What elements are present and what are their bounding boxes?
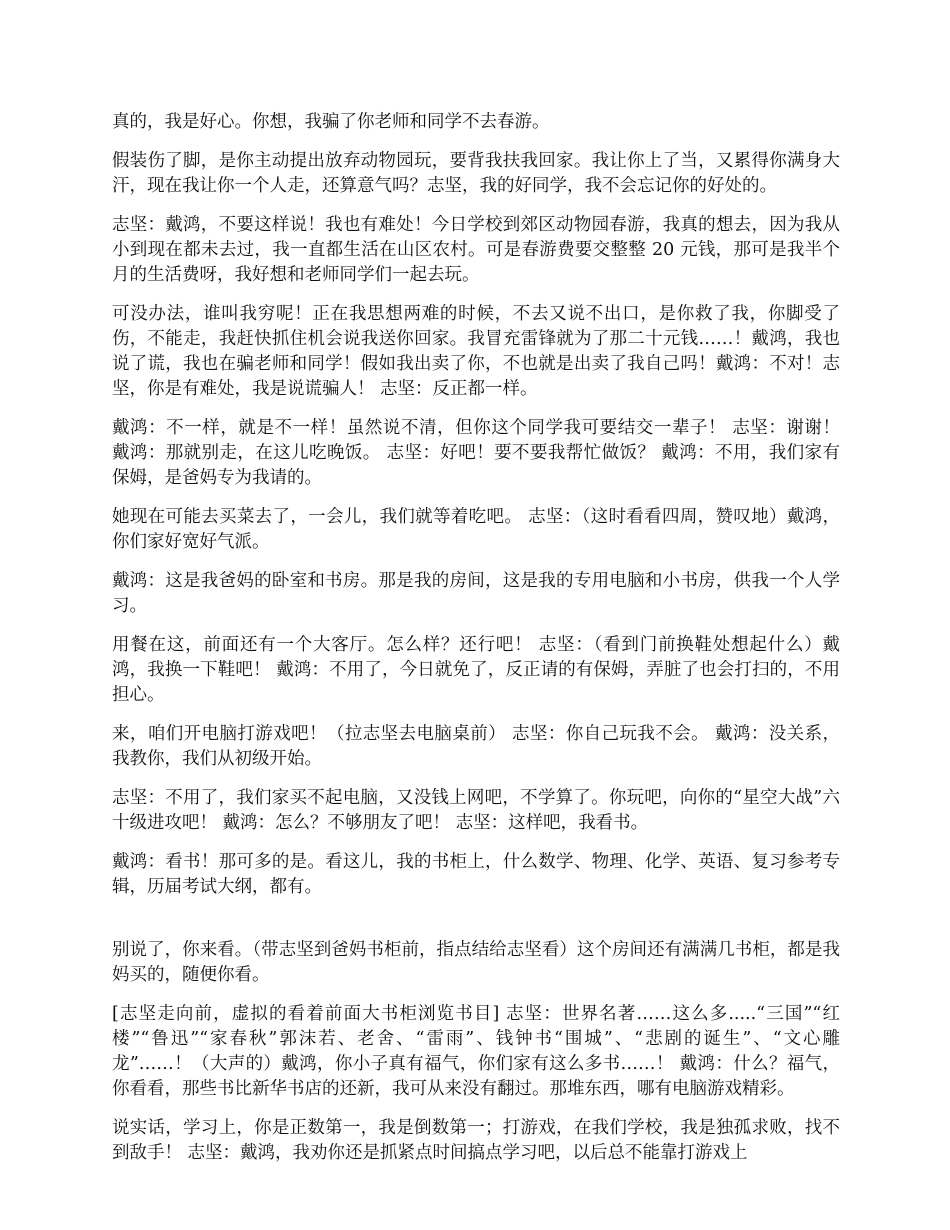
paragraph: 她现在可能去买菜去了，一会儿，我们就等着吃吧。 志坚：（这时看看四周，赞叹地）戴鸿，你们家好宽好气派。: [112, 507, 840, 552]
paragraph: 戴鸿：不一样，就是不一样！虽然说不清，但你这个同学我可要结交一辈子！ 志坚：谢谢！ 戴鸿：那就别走，在这儿吃晚饭。 志坚：好吧！要不要我帮忙做饭？ 戴鸿：不用，我们家有保姆，是爸妈专为我请的。: [112, 418, 840, 488]
document-body: [112, 110, 840, 1180]
paragraph: 戴鸿：这是我爸妈的卧室和书房。那是我的房间，这是我的专用电脑和小书房，供我一个人学习。: [112, 571, 840, 616]
paragraph: 来，咱们开电脑打游戏吧！（拉志坚去电脑桌前） 志坚：你自己玩我不会。 戴鸿：没关系，我教你，我们从初级开始。: [112, 724, 840, 769]
paragraph: 别说了，你来看。（带志坚到爸妈书柜前，指点结给志坚看）这个房间还有满满几书柜，都是我妈买的，随便你看。: [112, 940, 840, 985]
paragraph: [志坚走向前，虚拟的看着前面大书柜浏览书目] 志坚：世界名著……这么多.....“三国”“红楼”“鲁迅”“家春秋”郭沫若、老舍、“雷雨”、钱钟书“围城”、“悲剧的诞生”、“文心雕龙”……！（大声的）戴鸿，你小子真有福气，你们家有这么多书……！ 戴鸿：什么？福气，你看看，那些书比新华书店的还新，我可从来没有翻过。那堆东西，哪有电脑游戏精彩。: [112, 1004, 840, 1099]
paragraph: 志坚：不用了，我们家买不起电脑，又没钱上网吧，不学算了。你玩吧，向你的“星空大战”六十级进攻吧！ 戴鸿：怎么？不够朋友了吧！ 志坚：这样吧，我看书。: [112, 788, 840, 833]
paragraph: 假装伤了脚，是你主动提出放弃动物园玩，要背我扶我回家。我让你上了当，又累得你满身大汗，现在我让你一个人走，还算意气吗？志坚，我的好同学，我不会忘记你的好处的。: [112, 151, 840, 196]
paragraph: 可没办法，谁叫我穷呢！正在我思想两难的时候，不去又说不出口，是你救了我，你脚受了伤，不能走，我赶快抓住机会说我送你回家。我冒充雷锋就为了那二十元钱……！戴鸿，我也说了谎，我也在骗老师和同学！假如我出卖了你，不也就是出卖了我自己吗！戴鸿：不对！志坚，你是有难处，我是说谎骗人！ 志坚：反正都一样。: [112, 304, 840, 399]
paragraph: 用餐在这，前面还有一个大客厅。怎么样？还行吧！ 志坚：（看到门前换鞋处想起什么）戴鸿，我换一下鞋吧！ 戴鸿：不用了，今日就免了，反正请的有保姆，弄脏了也会打扫的，不用担心。: [112, 635, 840, 705]
paragraph: 真的，我是好心。你想，我骗了你老师和同学不去春游。: [112, 112, 550, 132]
paragraph: 志坚：戴鸿，不要这样说！我也有难处！今日学校到郊区动物园春游，我真的想去，因为我从小到现在都未去过，我一直都生活在山区农村。可是春游费要交整整 20 元钱，那可是我半个月的生活费呀，我好想和老师同学们一起去玩。: [112, 215, 840, 285]
paragraph: 戴鸿：看书！那可多的是。看这儿，我的书柜上，什么数学、物理、化学、英语、复习参考专辑，历届考试大纲，都有。: [112, 852, 840, 897]
paragraph: 说实话，学习上，你是正数第一，我是倒数第一；打游戏，在我们学校，我是独孤求败，找不到敌手！ 志坚：戴鸿，我劝你还是抓紧点时间搞点学习吧，以后总不能靠打游戏上: [112, 1118, 840, 1163]
